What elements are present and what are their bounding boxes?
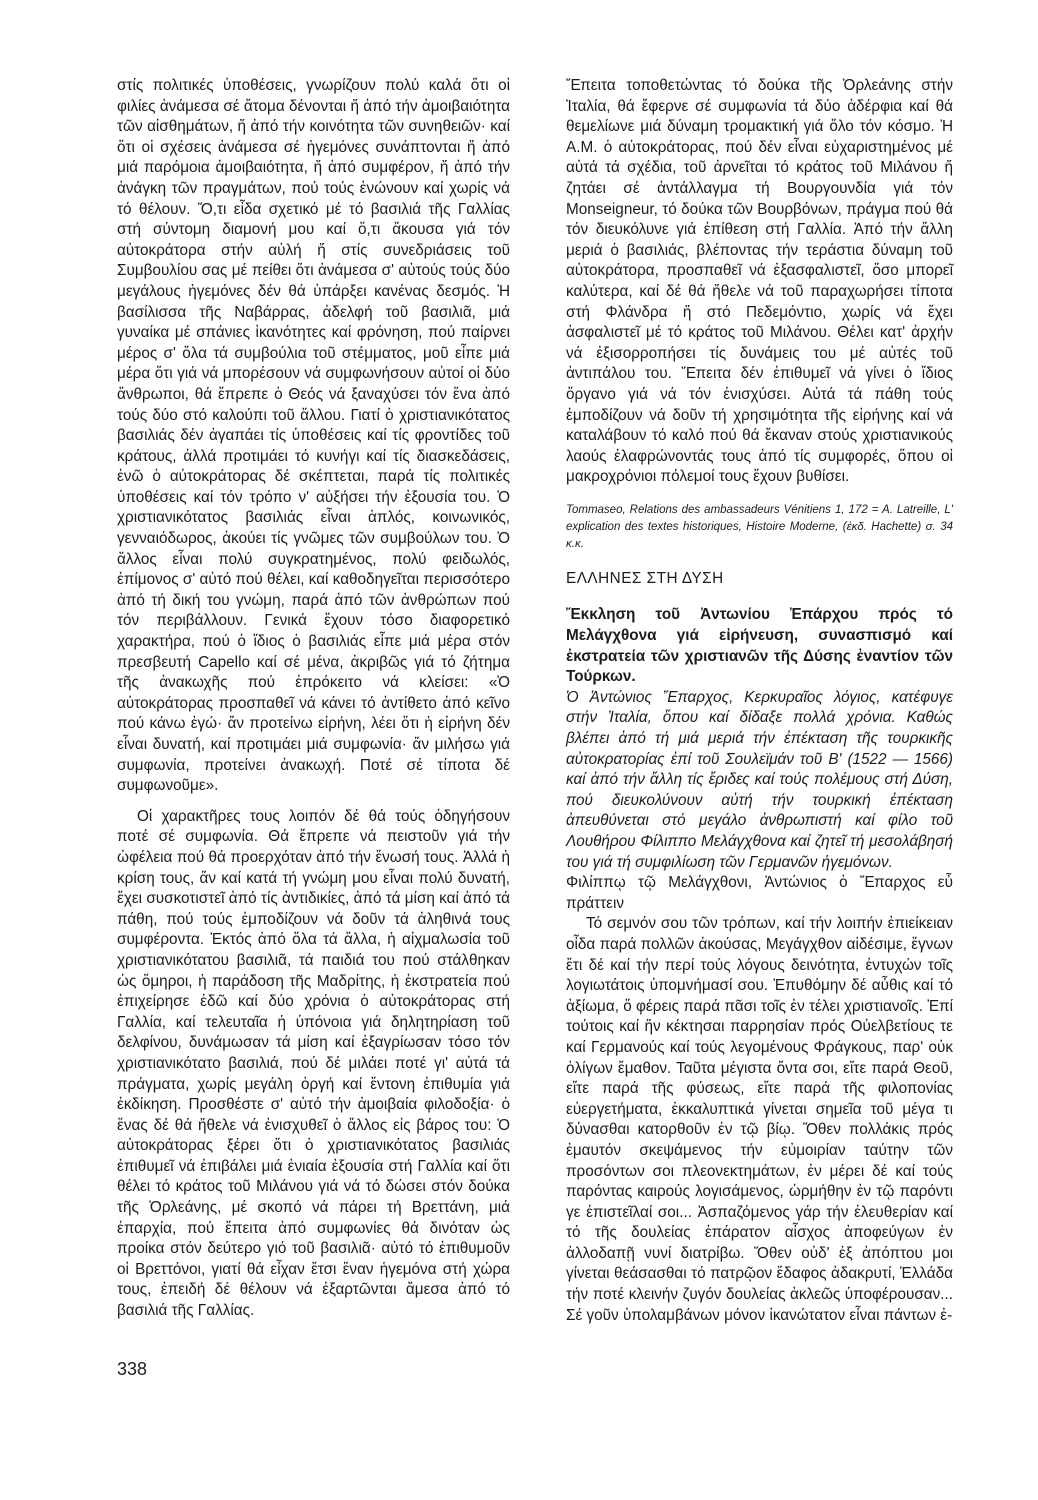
body-paragraph: Ἔπειτα τοποθετώντας τό δούκα τῆς Ὀρλεάνης στήν Ἰταλία, θά ἔφερνε σέ συμφωνία τά δύο ἀδέρφια καί θά θεμελίωνε μιά δύναμη τρομακτική γιά ὅλο τόν κόσμο. Ἡ Α.Μ. ὁ αὐτοκράτορας, πού δέν εἶναι εὐχαριστημένος μέ αὐτά τά σχέδια, τοῦ ἀρνεῖται τό κράτος τοῦ Μιλάνου ἤ ζητάει σέ ἀντάλλαγμα τή Βουργουνδία γιά τόν Monseigneur, τό δούκα τῶν Βουρβόνων, πράγμα πού θά τόν διευκόλυνε γιά ἐπίθεση στή Γαλλία. Ἀπό τήν ἄλλη μεριά ὁ βασιλιάς, βλέποντας τήν τεράστια δύναμη τοῦ αὐτοκράτορα, προσπαθεῖ νά ἐξασφαλιστεῖ, ὅσο μπορεῖ καλύτερα, καί δέ θά ἤθελε νά τοῦ παραχωρήσει τίποτα στή Φλάνδρα ἤ στό Πεδεμόντιο, χωρίς νά ἔχει ἀσφαλιστεῖ μέ τό κράτος τοῦ Μιλάνου. Θέλει κατ' ἀρχήν νά ἐξισορροπήσει τίς δυνάμεις του μέ αὐτές τοῦ ἀντιπάλου του. Ἔπειτα δέν ἐπιθυμεῖ νά γίνει ὁ ἴδιος ὄργανο γιά νά τόν ἐνισχύσει. Αὐτά τά πάθη τούς ἐμποδίζουν νά δοῦν τή χρησιμότητα τῆς εἰρήνης καί νά καταλάβουν τό καλό πού θά ἔκαναν στούς χριστιανικούς λαούς ἐλαφρώνοντάς τους ἀπό τίς συμφορές, ὅπου οἱ μακροχρόνιοι πόλεμοί τους ἔχουν βυθίσει. <box>566 77 953 486</box>
body-paragraph: Οἱ χαρακτῆρες τους λοιπόν δέ θά τούς ὁδηγήσουν ποτέ σέ συμφωνία. Θά ἔπρεπε νά πειστοῦν γιά τήν ὠφέλεια πού θά προερχόταν ἀπό τήν ἕνωσή τους. Ἀλλά ἡ κρίση τους, ἄν καί κατά τή γνώμη μου εἶναι πολύ δυνατή, ἔχει συσκοτιστεῖ ἀπό τίς ἀντιδικίες, ἀπό τά μίση καί ἀπό τά πάθη, πού τούς ἐμποδίζουν νά δοῦν τά ἀληθινά τους συμφέροντα. Ἐκτός ἀπό ὅλα τά ἄλλα, ἡ αἰχμαλωσία τοῦ χριστιανικότατου βασιλιᾶ, τά παιδιά του πού στάλθηκαν ὡς ὅμηροι, ἡ παράδοση τῆς Μαδρίτης, ἡ ἐκστρατεία πού ἐπιχείρησε ἐδῶ καί δύο χρόνια ὁ αὐτοκράτορας στή Γαλλία, καί τελευταῖα ἡ ὑπόνοια γιά δηλητηρίαση τοῦ δελφίνου, δυνάμωσαν τά μίση καί ἐξαγρίωσαν τόσο τόν χριστιανικότατο βασιλιά, πού δέ μιλάει ποτέ γι' αὐτά τά πράγματα, χωρίς μεγάλη ὀργή καί ἔντονη ἐπιθυμία γιά ἐκδίκηση. Προσθέστε σ' αὐτό τήν ἀμοιβαία φιλοδοξία· ὁ ἕνας δέ θά ἤθελε νά ἐνισχυθεῖ ὁ ἄλλος εἰς βάρος του: Ὁ αὐτοκράτορας ξέρει ὅτι ὁ χριστιανικότατος βασιλιάς ἐπιθυμεῖ νά ἐπιβάλει μιά ἐνιαία ἐξουσία στή Γαλλία καί ὅτι θέλει τό κράτος τοῦ Μιλάνου γιά νά τό δώσει στόν δούκα τῆς Ὀρλεάνης, μέ σκοπό νά πάρει τή Βρεττάνη, μιά ἐπαρχία, πού ἔπειτα ἀπό συμφωνίες θά δινόταν ὡς προίκα στόν δεύτερο γιό τοῦ βασιλιᾶ· αὐτό τό ἐπιθυμοῦν οἱ Βρεττόνοι, γιατί θά εἶχαν ἔτσι ἕναν ἡγεμόνα στή χώρα τους, ἐπειδή δέ θέλουν νά ἐξαρτῶνται ἄμεσα ἀπό τό βασιλιά τῆς Γαλλίας. <box>117 807 510 1320</box>
section-title: ΕΛΛΗΝΕΣ ΣΤΗ ΔΥΣΗ <box>566 569 724 587</box>
body-paragraph: στίς πολιτικές ὑποθέσεις, γνωρίζουν πολύ καλά ὅτι οἱ φιλίες ἀνάμεσα σέ ἄτομα δένονται ἤ ἀπό τήν ἀμοιβαιότητα τῶν αἰσθημάτων, ἤ ἀπό τήν κοινότητα τῶν συνηθειῶν· καί ὅτι οἱ σχέσεις ἀνάμεσα σέ ἡγεμόνες συνάπτονται ἤ ἀπό μιά παρόμοια ἀμοιβαιότητα, ἤ ἀπό συμφέρον, ἤ ἀπό τήν ἀνάγκη τῶν πραγμάτων, πού τούς ἑνώνουν καί χωρίς νά τό θέλουν. Ὅ,τι εἶδα σχετικό μέ τό βασιλιά τῆς Γαλλίας στή σύντομη διαμονή μου καί ὅ,τι ἄκουσα γιά τόν αὐτοκράτορα στήν αὐλή ἤ στίς συνεδριάσεις τοῦ Συμβουλίου σας μέ πείθει ὅτι ἀνάμεσα σ' αὐτούς τούς δύο μεγάλους ἡγεμόνες δέν θά ὑπάρξει κανένας δεσμός. Ἡ βασίλισσα τῆς Ναβάρρας, ἀδελφή τοῦ βασιλιᾶ, μιά γυναίκα μέ σπάνιες ἱκανότητες καί φρόνηση, πού παίρνει μέρος σ' ὅλα τά συμβούλια τοῦ στέμματος, μοῦ εἶπε μιά μέρα ὅτι γιά νά μπορέσουν νά συμφωνήσουν αὐτοί οἱ δύο ἄνθρωποι, θά ἔπρεπε ὁ Θεός νά ξαναχύσει τόν ἕνα ἀπό τούς δύο στό καλούπι τοῦ ἄλλου. Γιατί ὁ χριστιανικότατος βασιλιάς δέν ἀγαπάει τίς ὑποθέσεις καί τίς φροντίδες τοῦ κράτους, ἀλλά προτιμάει τό κυνήγι καί τίς διασκεδάσεις, ἐνῶ ὁ αὐτοκράτορας δέ σκέπτεται, παρά τίς πολιτικές ὑποθέσεις καί τόν τρόπο ν' αὐξήσει τήν ἐξουσία του. Ὁ χριστιανικότατος βασιλιάς εἶναι ἁπλός, κοινωνικός, γενναιόδωρος, ἀκούει τίς γνῶμες τῶν συμβούλων του. Ὁ ἄλλος εἶναι πολύ συγκρατημένος, πολύ φειδωλός, ἐπίμονος σ' αὐτό πού θέλει, καί καθοδηγεῖται περισσότερο ἀπό τή δική του γνώμη, παρά ἀπό τῶν ἀνθρώπων πού τόν περιβάλλουν. Γενικά ἔχουν τόσο διαφορετικό χαρακτήρα, πού ὁ ἴδιος ὁ βασιλιάς εἶπε μιά μέρα στόν πρεσβευτή Capello καί σέ μένα, ἀκριβῶς γιά τό ζήτημα τῆς ἀνακωχῆς πού ἐπρόκειτο νά κλείσει: «Ὁ αὐτοκράτορας προσπαθεῖ νά κάνει τό ἀντίθετο ἀπό κεῖνο πού κάνω ἐγώ· ἄν προτείνω εἰρήνη, λέει ὅτι ἡ εἰρήνη δέν εἶναι δυνατή, καί προτιμάει μιά συμφωνία· ἄν μιλήσω γιά συμφωνία, προτείνει ἀνακωχή. Ποτέ σέ τίποτα δέ συμφωνοῦμε». <box>117 77 510 795</box>
intro-paragraph: Ὁ Ἀντώνιος Ἔπαρχος, Κερκυραῖος λόγιος, κατέφυγε στήν Ἰταλία, ὅπου καί δίδαξε πολλά χρόνια. Καθώς βλέπει ἀπό τή μιά μεριά τήν ἐπέκταση τῆς τουρκικῆς αὐτοκρατορίας ἐπί τοῦ Σουλεϊμάν τοῦ Β' (1522 — 1566) καί ἀπό τήν ἄλλη τίς ἔριδες καί τούς πολέμους στή Δύση, πού διευκολύνουν αὐτή τήν τουρκική ἐπέκταση ἀπευθύνεται στό μεγάλο ἀνθρωπιστή καί φίλο τοῦ Λουθήρου Φίλιππο Μελάγχθονα καί ζητεῖ τή μεσολάβησή του γιά τή συμφιλίωση τῶν Γερμανῶν ἡγεμόνων. <box>566 688 953 871</box>
right-column <box>566 76 953 1326</box>
letter-salutation: Φιλίππῳ τῷ Μελάγχθονι, Ἀντώνιος ὁ Ἔπαρχος εὖ πράττειν <box>566 874 953 912</box>
document-heading: Ἔκκληση τοῦ Ἀντωνίου Ἐπάρχου πρός τό Μελάγχθονα γιά εἰρήνευση, συνασπισμό καί ἐκστρατεία τῶν χριστιανῶν τῆς Δύσης ἐναντίον τῶν Τούρκων. <box>566 606 953 686</box>
left-column <box>117 76 510 1322</box>
letter-text: Τό σεμνόν σου τῶν τρόπων, καί τήν λοιπήν ἐπιείκειαν οἶδα παρά πολλῶν ἀκούσας, Μεγάγχθον αἰδέσιμε, ἔγνων ἔτι δέ καί τήν περί τούς λόγους δεινότητα, ἐντυχών τοῖς λογιωτάτοις ὑπομνήμασί σου. Ἐπυθόμην δέ αὖθις καί τό ἀξίωμα, ὅ φέρεις παρά πᾶσι τοῖς ἐν τέλει χριστιανοῖς. Ἐπί τούτοις καί ἥν κέκτησαι παρρησίαν πρός Οὐελβετίους τε καί Γερμανούς καί τούς λεγομένους Φράγκους, παρ' οὐκ ὀλίγων ἔμαθον. Ταῦτα μέγιστα ὄντα σοι, εἴτε παρά Θεοῦ, εἴτε παρά τῆς φύσεως, εἴτε παρά τῆς φιλοπονίας εὐεργετήματα, ἐκκαλυπτικά γίνεται σημεῖα τοῦ μέγα τι δύνασθαι κατορθοῦν ἐν τῷ βίῳ. Ὅθεν πολλάκις πρός ἐμαυτόν σκεψάμενος τήν εὐμοιρίαν ταύτην τῶν προσόντων σοι πλεονεκτημάτων, ἐν μέρει δέ καί τούς παρόντας καιρούς λογισάμενος, ὡρμήθην ἐν τῷ παρόντι γε ἐπιστεῖλαί σοι... Ἀσπαζόμενος γάρ τήν ἐλευθερίαν καί τό τῆς δουλείας ἐπάρατον αἶσχος ἀποφεύγων ἐν ἀλλοδαπῇ νυνί διατρίβω. Ὅθεν οὐδ' ἐξ ἀπόπτου μοι γίνεται θεάσασθαι τό πατρῷον ἔδαφος ἀδακρυτί, Ἑλλάδα τήν ποτέ κλεινήν ζυγόν δουλείας ἀκλεῶς ὑποφέρουσαν... Σέ γοῦν ὑπολαμβάνων μόνον ἱκανώτατον εἶναι πάντων ἐ- <box>566 915 953 1324</box>
page-number: 338 <box>117 1359 148 1379</box>
source-citation: Tommaseo, Relations des ambassadeurs Vénitiens 1, 172 = A. Latreille, L' explication des textes historiques, Histoire Moderne, (ἐκδ. Hachette) σ. 34 κ.κ. <box>566 503 953 550</box>
